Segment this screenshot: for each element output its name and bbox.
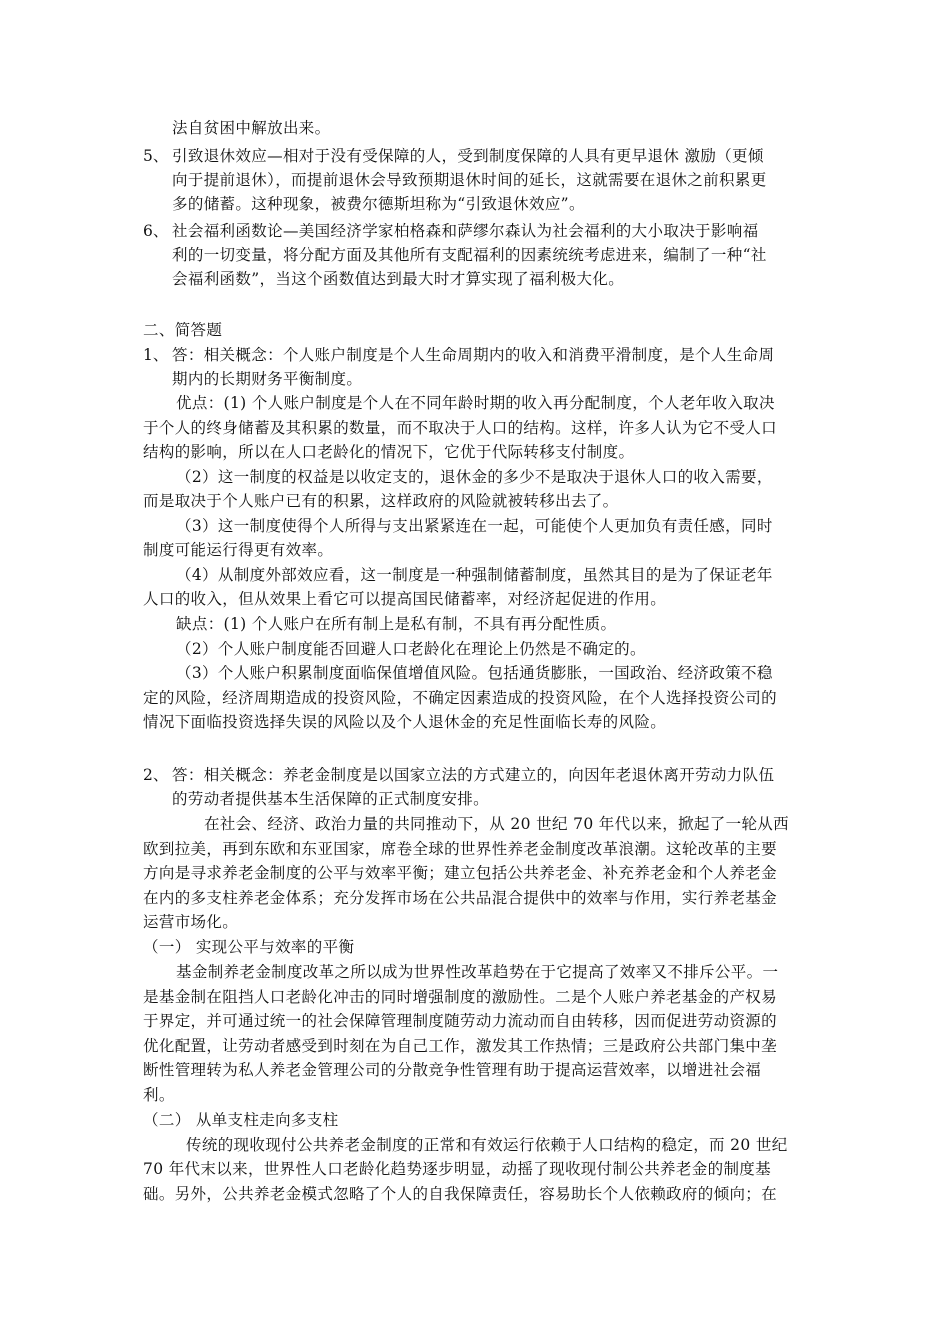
paragraph-line: 结构的影响，所以在人口老龄化的情况下，它优于代际转移支付制度。 — [143, 443, 635, 461]
paragraph-line: 答：相关概念：养老金制度是以国家立法的方式建立的，向因年老退休离开劳动力队伍 — [172, 766, 775, 784]
paragraph-line: 社会福利函数论—美国经济学家柏格森和萨缪尔森认为社会福利的大小取决于影响福 — [172, 222, 759, 240]
paragraph-line: 在社会、经济、政治力量的共同推动下，从 20 世纪 70 年代以来，掀起了一轮从西 — [204, 815, 790, 833]
paragraph-line: 多的储蓄。这种现象，被费尔德斯坦称为“引致退休效应”。 — [172, 195, 585, 213]
paragraph-line: 会福利函数”，当这个函数值达到最大时才算实现了福利极大化。 — [172, 270, 625, 288]
paragraph-line: 断性管理转为私人养老金管理公司的分散竞争性管理有助于提高运营效率，以增进社会福 — [143, 1061, 762, 1079]
paragraph-line: 利。 — [143, 1086, 175, 1104]
paragraph-line: （4）从制度外部效应看，这一制度是一种强制储蓄制度，虽然其目的是为了保证老年 — [176, 566, 773, 584]
paragraph-line: 人口的收入，但从效果上看它可以提高国民储蓄率，对经济起促进的作用。 — [143, 590, 667, 608]
paragraph-line: 制度可能运行得更有效率。 — [143, 541, 334, 559]
paragraph-line: 础。另外，公共养老金模式忽略了个人的自我保障责任，容易助长个人依赖政府的倾向；在 — [143, 1185, 778, 1203]
paragraph-line: 运营市场化。 — [143, 913, 239, 931]
paragraph-line: （3）这一制度使得个人所得与支出紧紧连在一起，可能使个人更加负有责任感，同时 — [176, 517, 773, 535]
list-number: 6、 — [143, 222, 169, 240]
paragraph-line: 传统的现收现付公共养老金制度的正常和有效运行依赖于人口结构的稳定，而 20 世纪 — [186, 1136, 788, 1154]
paragraph-line: 于界定，并可通过统一的社会保障管理制度随劳动力流动而自由转移，因而促进劳动资源的 — [143, 1012, 778, 1030]
paragraph-line: 优点：(1) 个人账户制度是个人在不同年龄时期的收入再分配制度，个人老年收入取决 — [176, 394, 775, 412]
paragraph-line: 定的风险，经济周期造成的投资风险，不确定因素造成的投资风险，在个人选择投资公司的 — [143, 689, 778, 707]
paragraph-line: 期内的长期财务平衡制度。 — [172, 370, 363, 388]
paragraph-line: 缺点：(1) 个人账户在所有制上是私有制，不具有再分配性质。 — [176, 615, 617, 633]
paragraph-line: 于个人的终身储蓄及其积累的数量，而不取决于人口的结构。这样，许多人认为它不受人口 — [143, 419, 778, 437]
paragraph-line: 欧到拉美，再到东欧和东亚国家，席卷全球的世界性养老金制度改革浪潮。这轮改革的主要 — [143, 840, 778, 858]
subsection-heading: （一） 实现公平与效率的平衡 — [143, 938, 355, 956]
paragraph-line: 引致退休效应—相对于没有受保障的人，受到制度保障的人具有更早退休 激励（更倾 — [172, 147, 764, 165]
paragraph-line: 利的一切变量，将分配方面及其他所有支配福利的因素统统考虑进来，编制了一种“社 — [172, 246, 767, 264]
paragraph-line: 向于提前退休），而提前退休会导致预期退休时间的延长，这就需要在退休之前积累更 — [172, 171, 767, 189]
paragraph-line: 的劳动者提供基本生活保障的正式制度安排。 — [172, 790, 490, 808]
paragraph-line: （2）这一制度的权益是以收定支的，退休金的多少不是取决于退休人口的收入需要， — [176, 468, 773, 486]
section-heading: 二、简答题 — [143, 321, 223, 339]
paragraph-line: 情况下面临投资选择失误的风险以及个人退休金的充足性面临长寿的风险。 — [143, 713, 667, 731]
paragraph-line: （2）个人账户制度能否回避人口老龄化在理论上仍然是不确定的。 — [176, 640, 646, 658]
paragraph-line: 法自贫困中解放出来。 — [172, 119, 331, 137]
paragraph-line: 基金制养老金制度改革之所以成为世界性改革趋势在于它提高了效率又不排斥公平。一 — [176, 963, 779, 981]
paragraph-line: （3）个人账户积累制度面临保值增值风险。包括通货膨胀，一国政治、经济政策不稳 — [176, 664, 773, 682]
question-number: 2、 — [143, 766, 169, 784]
question-number: 1、 — [143, 346, 169, 364]
paragraph-line: 70 年代末以来，世界性人口老龄化趋势逐步明显，动摇了现收现付制公共养老金的制度基 — [143, 1160, 772, 1178]
paragraph-line: 是基金制在阻挡人口老龄化冲击的同时增强制度的激励性。二是个人账户养老基金的产权易 — [143, 988, 778, 1006]
paragraph-line: 在内的多支柱养老金体系；充分发挥市场在公共品混合提供中的效率与作用，实行养老基金 — [143, 889, 778, 907]
subsection-heading: （二） 从单支柱走向多支柱 — [143, 1111, 339, 1129]
list-number: 5、 — [143, 147, 169, 165]
paragraph-line: 优化配置，让劳动者感受到时刻在为自己工作，激发其工作热情；三是政府公共部门集中垄 — [143, 1037, 778, 1055]
paragraph-line: 方向是寻求养老金制度的公平与效率平衡；建立包括公共养老金、补充养老金和个人养老金 — [143, 864, 778, 882]
paragraph-line: 而是取决于个人账户已有的积累，这样政府的风险就被转移出去了。 — [143, 492, 619, 510]
paragraph-line: 答：相关概念：个人账户制度是个人生命周期内的收入和消费平滑制度，是个人生命周 — [172, 346, 775, 364]
